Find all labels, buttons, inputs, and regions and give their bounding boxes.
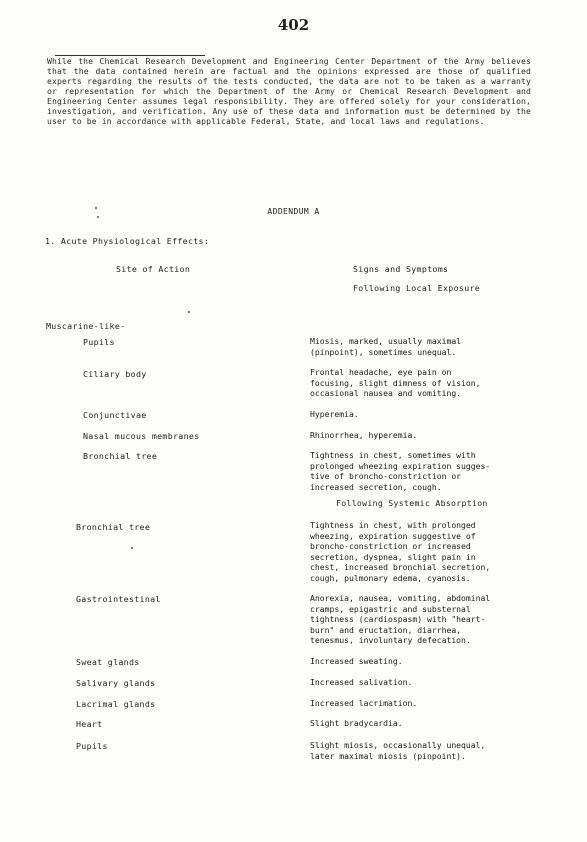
disclaimer-line: Chemical Research Development and Engineering Center assumes legal: [47, 86, 532, 106]
signs-line: secretion, dyspnea, slight pain in: [310, 551, 476, 562]
signs-line: occasional nausea and vomiting.: [310, 388, 462, 399]
site-of-action: Nasal mucous membranes: [83, 431, 200, 441]
disclaimer-paragraph: [47, 56, 531, 126]
signs-cell: [310, 593, 542, 646]
site-of-action: Ciliary body: [83, 369, 147, 379]
site-of-action: Pupils: [83, 337, 115, 347]
site-of-action: Bronchial tree: [76, 522, 151, 532]
signs-line: Tightness in chest, sometimes with: [310, 450, 476, 460]
site-of-action: Lacrimal glands: [76, 699, 156, 709]
disclaimer-line: as a warranty or representation for which the Department of the Army or: [47, 76, 531, 96]
signs-line: Tightness in chest, with prolonged: [310, 520, 476, 530]
signs-line: wheezing, expiration suggestive of: [310, 530, 476, 541]
signs-line: prolonged wheezing expiration sugges-: [310, 460, 491, 471]
page-number: 402: [277, 16, 310, 34]
local-exposure-heading: Following Local Exposure: [353, 283, 481, 293]
signs-line: Slight miosis, occasionally unequal,: [310, 740, 486, 750]
signs-line: tenesmus, involuntary defecation.: [310, 635, 471, 646]
signs-line: Increased sweating.: [310, 656, 403, 666]
signs-line: Frontal headache, eye pain on: [310, 367, 452, 377]
disclaimer-line: While the Chemical Research Development and Engineering Center: [47, 56, 365, 66]
disclaimer-line: responsibility. They are offered solely for your consideration,: [213, 96, 531, 106]
signs-line: broncho-constriction or increased: [310, 541, 471, 552]
signs-line: Increased salivation.: [310, 677, 413, 687]
signs-cell: [310, 677, 542, 688]
column-header-site: Site of Action: [116, 264, 191, 274]
signs-line: increased secretion, cough.: [310, 481, 442, 492]
signs-line: (pinpoint), sometimes unequal.: [310, 346, 457, 357]
signs-line: chest, increased bronchial secretion,: [310, 562, 491, 573]
signs-line: cramps, epigastric and substernal: [310, 603, 471, 614]
signs-line: tightness (cardiospasm) with "heart-: [310, 614, 486, 625]
signs-cell: [310, 718, 542, 729]
disclaimer-line: Department of the Army believes that the data contained herein are: [47, 56, 531, 76]
scan-speck: [188, 311, 190, 313]
disclaimer-line: Federal, State, and local laws and regulations.: [250, 116, 485, 126]
signs-line: Hyperemia.: [310, 409, 359, 419]
signs-line: Rhinorrhea, hyperemia.: [310, 430, 418, 440]
signs-cell: [310, 367, 542, 399]
signs-line: cough, pulmonary edema, cyanosis.: [310, 572, 471, 583]
site-of-action: Gastrointestinal: [76, 594, 161, 604]
disclaimer-line: factual and the opinions expressed are those of qualified experts: [47, 66, 532, 86]
signs-line: Slight bradycardia.: [310, 718, 403, 728]
signs-cell: [310, 698, 542, 709]
disclaimer-line: regarding the results of the tests conducted, the data are not to be taken: [87, 76, 461, 86]
signs-cell: [310, 740, 542, 761]
scan-speck: [97, 216, 99, 218]
signs-line: focusing, slight dimness of vision,: [310, 377, 481, 388]
signs-line: later maximal miosis (pinpoint).: [310, 750, 466, 761]
signs-cell: [310, 450, 542, 492]
signs-cell: [310, 656, 542, 667]
site-of-action: Salivary glands: [76, 678, 156, 688]
signs-line: Miosis, marked, usually maximal: [310, 336, 462, 346]
signs-cell: [310, 520, 542, 584]
group-label: Muscarine-like-: [46, 321, 126, 331]
disclaimer-line: investigation, and verification. Any use of these data and information must: [47, 106, 425, 116]
signs-line: Anorexia, nausea, vomiting, abdominal: [310, 593, 491, 603]
signs-cell: [310, 409, 542, 420]
signs-line: tive of broncho-constriction or: [310, 471, 462, 482]
site-of-action: Heart: [76, 719, 103, 729]
site-of-action: Conjunctivae: [83, 410, 147, 420]
signs-cell: [310, 336, 542, 357]
site-of-action: Pupils: [76, 741, 108, 751]
systemic-absorption-heading: Following Systemic Absorption: [336, 498, 488, 508]
scan-speck: [131, 547, 133, 549]
column-header-signs: Signs and Symptoms: [353, 264, 449, 274]
signs-line: burn" and eructation, diarrhea,: [310, 624, 462, 635]
disclaimer-line: be determined by the user to be in accordance with applicable: [47, 106, 531, 126]
signs-line: Increased lacrimation.: [310, 698, 418, 708]
signs-cell: [310, 430, 542, 441]
site-of-action: Sweat glands: [76, 657, 140, 667]
section-heading: 1. Acute Physiological Effects:: [45, 236, 210, 246]
site-of-action: Bronchial tree: [83, 451, 158, 461]
addendum-title: ADDENDUM A: [267, 207, 320, 216]
